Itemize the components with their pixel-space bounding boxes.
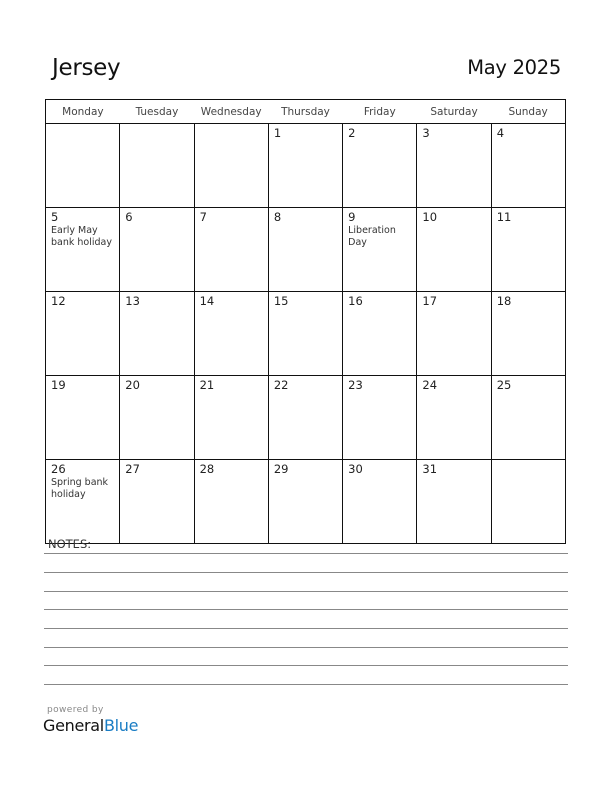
day-number: 17 [422,294,438,308]
note-line [44,609,568,610]
week-row [46,292,566,376]
weekday-header-row [46,100,566,124]
day-cell [194,376,268,460]
day-cell [194,124,268,208]
week-row [46,124,566,208]
week-row [46,460,566,544]
day-number: 16 [348,294,363,308]
day-cell [491,208,565,292]
day-cell [343,292,417,376]
day-cell [194,208,268,292]
weekday-monday: Monday [46,100,120,124]
brand-general: General [43,716,104,735]
day-number: 29 [273,462,289,476]
month-year-title: May 2025 [467,56,561,79]
day-number: 6 [125,210,133,224]
day-number: 18 [496,294,512,308]
note-line [44,647,568,648]
day-cell [343,124,417,208]
day-cell [120,124,194,208]
day-cell [120,460,194,544]
weekday-saturday: Saturday [417,100,491,124]
day-number: 21 [199,378,215,392]
weekday-wednesday: Wednesday [194,100,268,124]
weekday-sunday: Sunday [491,100,565,124]
day-number: 20 [125,378,140,392]
day-cell [268,124,342,208]
day-number: 31 [422,462,438,476]
day-cell [268,460,342,544]
day-cell [343,208,417,292]
weekday-tuesday: Tuesday [120,100,194,124]
day-cell [343,376,417,460]
day-cell [491,292,565,376]
note-line [44,684,568,685]
day-number: 13 [125,294,140,308]
note-line [44,572,568,573]
day-cell [46,376,120,460]
day-cell [46,208,120,292]
day-cell [46,460,120,544]
day-number: 28 [199,462,215,476]
day-cell [417,460,491,544]
day-cell [120,208,194,292]
day-cell [343,460,417,544]
day-number: 12 [51,294,66,308]
holiday-label: Liberation Day [348,225,396,248]
day-number: 22 [273,378,289,392]
day-cell [491,376,565,460]
day-number: 24 [422,378,438,392]
note-line [44,591,568,592]
day-number: 27 [125,462,140,476]
day-cell [268,292,342,376]
day-number: 25 [496,378,512,392]
day-number: 30 [348,462,363,476]
day-number: 9 [348,210,356,224]
day-number: 11 [496,210,512,224]
day-cell [491,460,565,544]
week-row [46,208,566,292]
brand-blue: Blue [103,716,139,735]
day-cell [491,124,565,208]
week-row [46,376,566,460]
day-number: 10 [422,210,438,224]
day-cell [268,208,342,292]
day-cell [268,376,342,460]
weekday-thursday: Thursday [268,100,342,124]
calendar-grid [45,99,566,544]
powered-by-text: powered by [47,705,104,715]
day-number: 15 [273,294,289,308]
holiday-label: Early May bank holiday [51,225,112,248]
day-number: 19 [51,378,66,392]
day-cell [417,292,491,376]
day-number: 3 [422,126,430,140]
note-line [44,553,568,554]
day-cell [46,124,120,208]
day-number: 2 [348,126,356,140]
day-number: 4 [496,126,505,140]
notes-label: NOTES: [48,537,92,551]
day-number: 8 [273,210,282,224]
day-cell [120,292,194,376]
day-cell [120,376,194,460]
note-line [44,665,568,666]
day-number: 1 [273,126,282,140]
region-title: Jersey [52,55,121,81]
day-cell [194,460,268,544]
day-cell [194,292,268,376]
holiday-label: Spring bank holiday [51,477,109,500]
day-number: 23 [348,378,363,392]
note-line [44,628,568,629]
day-number: 7 [199,210,207,224]
weekday-friday: Friday [343,100,417,124]
day-number: 26 [51,462,66,476]
day-cell [417,376,491,460]
day-cell [417,124,491,208]
day-number: 14 [199,294,215,308]
generalblue-logo [43,716,138,735]
day-cell [46,292,120,376]
day-cell [417,208,491,292]
day-number: 5 [51,210,59,224]
